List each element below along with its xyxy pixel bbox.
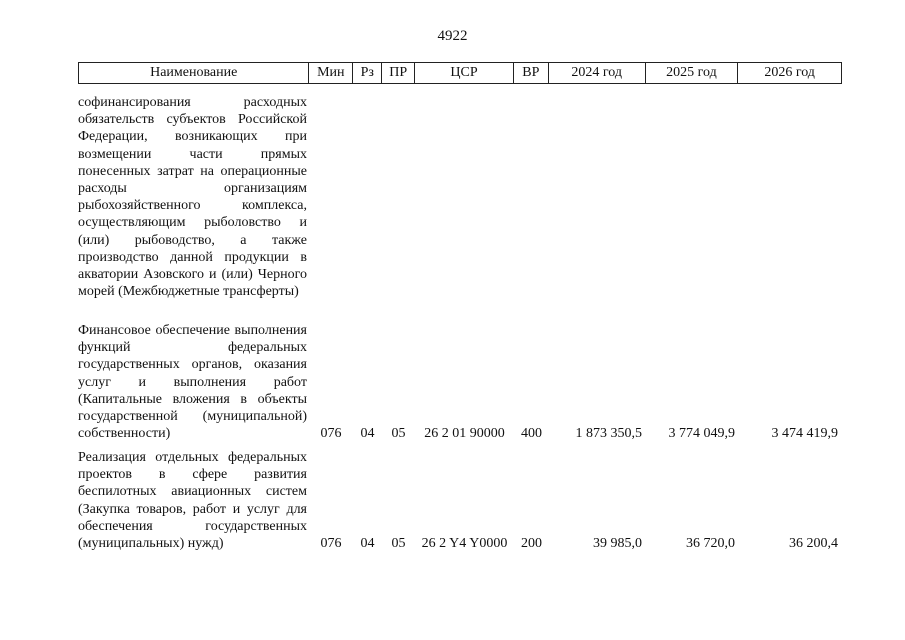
header-rz: Рз bbox=[353, 63, 382, 83]
page-number: 4922 bbox=[437, 28, 468, 44]
table-row bbox=[78, 449, 842, 552]
row-csr: 26 2 Y4 Y0000 bbox=[421, 536, 508, 552]
row-rz: 04 bbox=[360, 426, 375, 442]
header-vr: ВР bbox=[514, 63, 549, 83]
header-min: Мин bbox=[309, 63, 353, 83]
row-vr: 400 bbox=[521, 426, 542, 442]
row-min bbox=[309, 94, 353, 300]
row-2024: 1 873 350,5 bbox=[575, 426, 642, 442]
header-2024: 2024 год bbox=[549, 63, 646, 83]
row-2026: 36 200,4 bbox=[789, 536, 838, 552]
row-2025: 36 720,0 bbox=[686, 536, 735, 552]
row-min: 076 bbox=[320, 426, 342, 442]
row-2025 bbox=[646, 94, 739, 300]
row-csr: 26 2 01 90000 bbox=[424, 426, 505, 442]
row-2024: 39 985,0 bbox=[593, 536, 642, 552]
row-2026: 3 474 419,9 bbox=[771, 426, 838, 442]
row-vr bbox=[514, 94, 549, 300]
row-pr: 05 bbox=[391, 536, 406, 552]
row-csr bbox=[415, 94, 514, 300]
row-2025: 3 774 049,9 bbox=[668, 426, 735, 442]
row-pr bbox=[382, 94, 415, 300]
row-rz: 04 bbox=[360, 536, 375, 552]
header-2026: 2026 год bbox=[764, 65, 815, 80]
row-min: 076 bbox=[320, 536, 342, 552]
table-header bbox=[78, 62, 842, 84]
header-2025: 2025 год bbox=[646, 63, 739, 83]
row-2026 bbox=[739, 94, 842, 300]
header-pr: ПР bbox=[382, 63, 415, 83]
header-csr: ЦСР bbox=[415, 63, 514, 83]
row-pr: 05 bbox=[391, 426, 406, 442]
row-2024 bbox=[549, 94, 646, 300]
table-row bbox=[78, 94, 842, 300]
row-rz bbox=[353, 94, 382, 300]
table-row bbox=[78, 322, 842, 442]
row-name: Реализация отдельных федеральных проектов в сфере развития беспилотных авиационных систем (Закупка товаров, работ и услуг для обеспечения государственных (муниципальных) нужд) bbox=[78, 450, 307, 552]
header-name: Наименование bbox=[79, 63, 309, 83]
row-name: Финансовое обеспечение выполнения функций федеральных государственных органов, оказания услуг и выполнения работ (Капитальные вложения в объекты государственной (муниципальной) собственности) bbox=[78, 323, 307, 442]
row-vr: 200 bbox=[521, 536, 542, 552]
row-name: софинансирования расходных обязательств субъектов Российской Федерации, возникающих при возмещении части прямых понесенных затрат на операционные расходы организациям рыбохозяйственного комплекса, осуществляющим рыболовство и (или) рыбоводство, а также производство данной продукции в акватории Азовского и (или) Черного морей (Межбюджетные трансферты) bbox=[78, 95, 307, 300]
